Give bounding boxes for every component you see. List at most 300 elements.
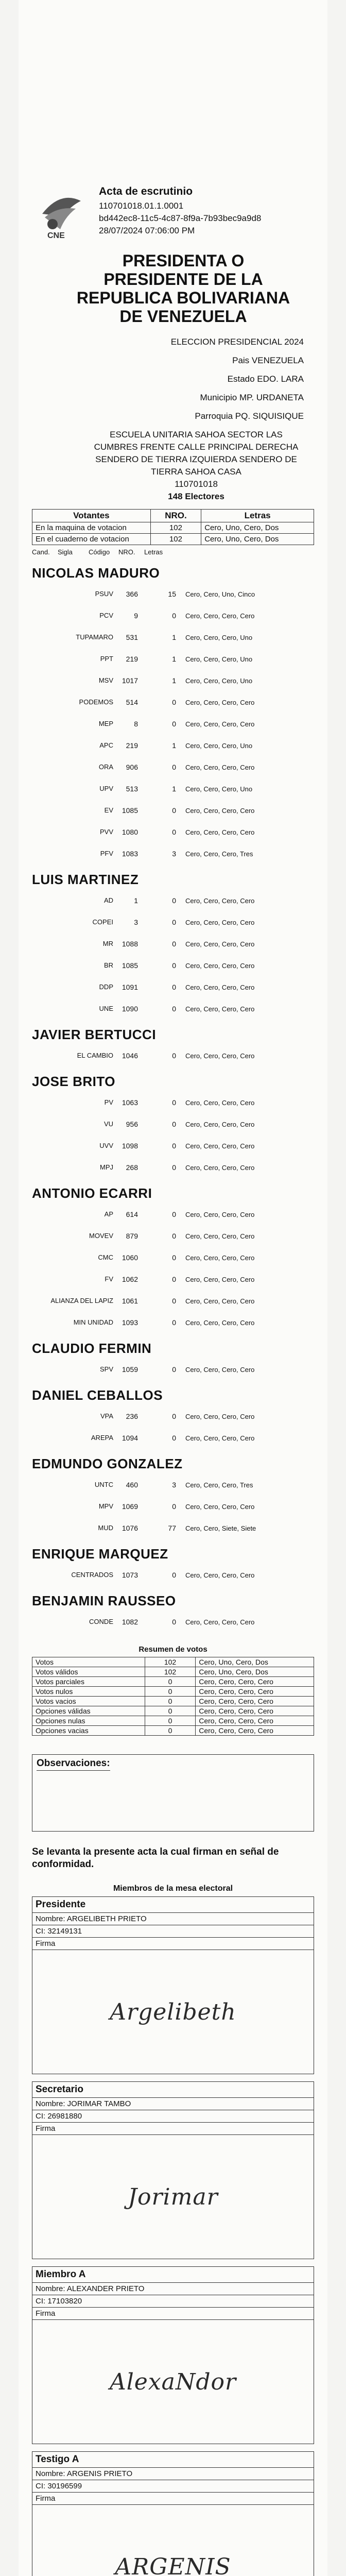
party-letters: Cero, Cero, Cero, Cero	[185, 612, 255, 620]
handwritten-signature: AlexaNdor	[109, 2368, 237, 2395]
party-votes: 0	[172, 1318, 176, 1327]
party-votes: 0	[172, 1618, 176, 1626]
results-column-header	[32, 545, 314, 558]
party-row	[32, 583, 314, 605]
party-votes: 15	[168, 590, 176, 598]
party-code: 1083	[122, 850, 138, 858]
party-letters: Cero, Cero, Cero, Tres	[185, 1481, 253, 1489]
party-sigla: COPEI	[92, 918, 113, 926]
party-letters: Cero, Cero, Cero, Cero	[185, 1434, 255, 1442]
party-votes: 0	[172, 612, 176, 620]
party-row	[32, 670, 314, 691]
table-row	[32, 1716, 314, 1726]
party-code: 1017	[122, 676, 138, 685]
school-code: 110701018	[175, 479, 218, 489]
election-name: ELECCION PRESIDENCIAL 2024	[170, 337, 304, 347]
party-votes: 0	[172, 1210, 176, 1218]
candidate-name: LUIS MARTINEZ	[32, 872, 139, 887]
party-row	[32, 998, 314, 1020]
party-row	[32, 1268, 314, 1290]
member-role: Miembro A	[32, 2267, 314, 2283]
party-letters: Cero, Cero, Cero, Cero	[185, 961, 255, 970]
party-votes: 0	[172, 961, 176, 970]
party-letters: Cero, Cero, Cero, Cero	[185, 1318, 255, 1327]
party-letters: Cero, Cero, Siete, Siete	[185, 1524, 256, 1532]
member-name: Nombre: ALEXANDER PRIETO	[32, 2283, 314, 2295]
votantes-letras: Cero, Uno, Cero, Dos	[201, 522, 314, 534]
location-block	[32, 336, 314, 422]
table-row	[32, 1667, 314, 1677]
member-box	[32, 2451, 314, 2576]
party-code: 1062	[122, 1275, 138, 1283]
party-votes: 0	[172, 940, 176, 948]
party-votes: 77	[168, 1524, 176, 1532]
votantes-nro: 102	[150, 534, 201, 545]
party-sigla: AD	[103, 896, 113, 904]
member-ci: CI: 32149131	[32, 1925, 314, 1938]
party-row	[32, 1359, 314, 1380]
party-letters: Cero, Cero, Cero, Tres	[185, 850, 253, 858]
member-role: Secretario	[32, 2082, 314, 2098]
svg-text:CNE: CNE	[47, 231, 65, 240]
candidate-name: BENJAMIN RAUSSEO	[32, 1593, 176, 1608]
party-row	[32, 821, 314, 843]
party-letters: Cero, Cero, Cero, Cero	[185, 1253, 255, 1262]
party-letters: Cero, Cero, Cero, Cero	[185, 983, 255, 991]
party-row	[32, 1427, 314, 1449]
party-sigla: MIN UNIDAD	[73, 1318, 113, 1326]
party-row	[32, 800, 314, 821]
party-code: 8	[134, 720, 138, 728]
party-letters: Cero, Cero, Cero, Uno	[185, 741, 253, 750]
party-row	[32, 1611, 314, 1633]
party-votes: 0	[172, 918, 176, 926]
col-sigla: Sigla	[58, 548, 73, 556]
party-sigla: SPV	[99, 1365, 113, 1373]
party-row	[32, 605, 314, 626]
acta-header	[32, 185, 314, 242]
party-sigla: MOVEV	[89, 1232, 113, 1240]
party-code: 219	[126, 741, 138, 750]
table-row	[32, 1657, 314, 1667]
col-nro: NRO.	[118, 548, 135, 556]
resumen-nro: 0	[145, 1726, 195, 1736]
signature-area	[32, 2504, 314, 2576]
col-codigo: Código	[89, 548, 110, 556]
party-row	[32, 756, 314, 778]
candidates-list	[32, 565, 314, 1633]
party-sigla: PPT	[100, 655, 113, 663]
resumen-letras: Cero, Uno, Cero, Dos	[196, 1667, 314, 1677]
party-sigla: CENTRADOS	[71, 1571, 113, 1579]
party-sigla: TUPAMARO	[76, 633, 113, 641]
party-letters: Cero, Cero, Cero, Cero	[185, 720, 255, 728]
party-code: 1093	[122, 1318, 138, 1327]
acta-title: Acta de escrutinio	[99, 185, 193, 197]
resumen-letras: Cero, Cero, Cero, Cero	[196, 1697, 314, 1706]
party-votes: 1	[172, 633, 176, 641]
party-code: 514	[126, 698, 138, 706]
party-row	[32, 1092, 314, 1113]
party-votes: 0	[172, 1297, 176, 1305]
resumen-label: Opciones válidas	[32, 1706, 145, 1716]
votantes-header: Votantes	[32, 510, 151, 522]
letras-header: Letras	[201, 510, 314, 522]
resumen-label: Votos nulos	[32, 1687, 145, 1697]
resumen-label: Votos parciales	[32, 1677, 145, 1687]
party-row	[32, 890, 314, 911]
member-name: Nombre: ARGENIS PRIETO	[32, 2468, 314, 2480]
party-votes: 0	[172, 1098, 176, 1107]
resumen-label: Votos	[32, 1657, 145, 1667]
party-row	[32, 1474, 314, 1496]
resumen-nro: 102	[145, 1667, 195, 1677]
votantes-table	[32, 509, 314, 545]
party-code: 1059	[122, 1365, 138, 1374]
party-code: 1061	[122, 1297, 138, 1305]
party-letters: Cero, Cero, Cero, Cero	[185, 1098, 255, 1107]
party-code: 1094	[122, 1434, 138, 1442]
location-municipio: Municipio MP. URDANETA	[200, 393, 304, 402]
party-letters: Cero, Cero, Cero, Cero	[185, 1232, 255, 1240]
votantes-label: En la maquina de votacion	[32, 522, 151, 534]
party-code: 513	[126, 785, 138, 793]
handwritten-signature: ARGENIS	[115, 2553, 231, 2576]
party-row	[32, 1045, 314, 1066]
resumen-letras: Cero, Cero, Cero, Cero	[196, 1706, 314, 1716]
party-votes: 0	[172, 983, 176, 991]
party-sigla: FV	[105, 1275, 113, 1283]
nro-header: NRO.	[150, 510, 201, 522]
party-letters: Cero, Cero, Cero, Uno	[185, 785, 253, 793]
party-sigla: BR	[103, 961, 113, 969]
party-sigla: UNE	[99, 1005, 113, 1012]
school-block	[32, 429, 314, 503]
members-title: Miembros de la mesa electoral	[113, 1884, 233, 1893]
party-sigla: VU	[103, 1120, 113, 1128]
candidate-name: DANIEL CEBALLOS	[32, 1387, 163, 1403]
party-sigla: APC	[99, 741, 113, 749]
resumen-letras: Cero, Cero, Cero, Cero	[196, 1687, 314, 1697]
resumen-letras: Cero, Cero, Cero, Cero	[196, 1716, 314, 1726]
party-sigla: MR	[102, 940, 113, 947]
resumen-label: Votos vacios	[32, 1697, 145, 1706]
party-letters: Cero, Cero, Cero, Cero	[185, 1618, 255, 1626]
member-box	[32, 2081, 314, 2259]
resumen-nro: 0	[145, 1706, 195, 1716]
party-letters: Cero, Cero, Cero, Cero	[185, 1502, 255, 1511]
party-code: 1098	[122, 1142, 138, 1150]
party-row	[32, 713, 314, 735]
table-row	[32, 1677, 314, 1687]
party-votes: 0	[172, 1365, 176, 1374]
party-sigla: AREPA	[91, 1434, 113, 1442]
party-votes: 3	[172, 850, 176, 858]
party-sigla: MPV	[98, 1502, 113, 1510]
col-letras: Letras	[144, 548, 163, 556]
party-row	[32, 735, 314, 756]
party-code: 9	[134, 612, 138, 620]
party-letters: Cero, Cero, Cero, Cero	[185, 1120, 255, 1128]
party-row	[32, 648, 314, 670]
party-sigla: ORA	[98, 763, 113, 771]
party-sigla: AP	[104, 1210, 113, 1218]
resumen-nro: 102	[145, 1657, 195, 1667]
party-code: 906	[126, 763, 138, 771]
party-code: 460	[126, 1481, 138, 1489]
party-votes: 0	[172, 1120, 176, 1128]
party-votes: 0	[172, 1571, 176, 1579]
handwritten-signature: Jorimar	[128, 2183, 218, 2210]
candidate-name: ANTONIO ECARRI	[32, 1185, 152, 1201]
party-votes: 0	[172, 1005, 176, 1013]
party-code: 614	[126, 1210, 138, 1218]
party-row	[32, 626, 314, 648]
party-votes: 1	[172, 655, 176, 663]
party-sigla: MEP	[98, 720, 113, 727]
member-firma-label: Firma	[36, 2494, 56, 2503]
party-code: 1088	[122, 940, 138, 948]
party-row	[32, 911, 314, 933]
party-votes: 0	[172, 806, 176, 815]
party-row	[32, 1290, 314, 1312]
party-votes: 1	[172, 676, 176, 685]
member-role: Presidente	[32, 1897, 314, 1913]
candidate-name: EDMUNDO GONZALEZ	[32, 1456, 183, 1471]
resumen-label: Opciones vacias	[32, 1726, 145, 1736]
table-row	[32, 522, 314, 534]
election-title: PRESIDENTA O PRESIDENTE DE LA REPUBLICA BOLIVARIANA DE VENEZUELA	[76, 251, 290, 326]
party-votes: 0	[172, 763, 176, 771]
party-letters: Cero, Cero, Cero, Cero	[185, 698, 255, 706]
members-list	[32, 1896, 314, 2576]
member-ci: CI: 26981880	[32, 2110, 314, 2123]
col-cand: Cand.	[32, 548, 50, 556]
signature-area	[32, 1950, 314, 2074]
party-votes: 0	[172, 1163, 176, 1172]
party-votes: 0	[172, 1434, 176, 1442]
votantes-header-row	[32, 510, 314, 522]
party-votes: 0	[172, 1253, 176, 1262]
party-votes: 0	[172, 896, 176, 905]
party-letters: Cero, Cero, Cero, Cero	[185, 1163, 255, 1172]
party-code: 1076	[122, 1524, 138, 1532]
party-code: 219	[126, 655, 138, 663]
resumen-nro: 0	[145, 1677, 195, 1687]
resumen-title: Resumen de votos	[139, 1645, 207, 1654]
party-letters: Cero, Cero, Cero, Cero	[185, 763, 255, 771]
party-sigla: CONDE	[89, 1618, 113, 1625]
party-code: 268	[126, 1163, 138, 1172]
member-name: Nombre: JORIMAR TAMBO	[32, 2098, 314, 2110]
party-votes: 0	[172, 1412, 176, 1420]
party-sigla: MSV	[98, 676, 113, 684]
party-letters: Cero, Cero, Cero, Cero	[185, 896, 255, 905]
signature-area	[32, 2134, 314, 2259]
party-letters: Cero, Cero, Cero, Cero	[185, 1210, 255, 1218]
party-code: 1085	[122, 806, 138, 815]
party-letters: Cero, Cero, Cero, Cero	[185, 1365, 255, 1374]
party-letters: Cero, Cero, Cero, Uno	[185, 655, 253, 663]
party-sigla: DDP	[99, 983, 113, 991]
party-letters: Cero, Cero, Cero, Cero	[185, 806, 255, 815]
party-sigla: UNTC	[94, 1481, 113, 1488]
votantes-label: En el cuaderno de votacion	[32, 534, 151, 545]
candidate-name: JOSE BRITO	[32, 1074, 116, 1089]
party-sigla: PVV	[99, 828, 113, 836]
party-code: 1	[134, 896, 138, 905]
sign-note: Se levanta la presente acta la cual firman en señal de conformidad.	[32, 1846, 279, 1870]
acta-datetime: 28/07/2024 07:06:00 PM	[99, 226, 195, 235]
party-row	[32, 1135, 314, 1157]
party-row	[32, 1405, 314, 1427]
party-row	[32, 1517, 314, 1539]
party-code: 366	[126, 590, 138, 598]
candidate-name: JAVIER BERTUCCI	[32, 1027, 157, 1042]
party-sigla: EV	[104, 806, 113, 814]
party-sigla: PODEMOS	[79, 698, 113, 706]
party-code: 1063	[122, 1098, 138, 1107]
party-letters: Cero, Cero, Cero, Cero	[185, 1297, 255, 1305]
party-row	[32, 955, 314, 976]
party-letters: Cero, Cero, Cero, Cero	[185, 1412, 255, 1420]
electores-count: 148 Electores	[168, 492, 224, 501]
party-votes: 1	[172, 741, 176, 750]
party-sigla: EL CAMBIO	[77, 1052, 113, 1059]
party-sigla: PCV	[99, 612, 113, 619]
party-votes: 3	[172, 1481, 176, 1489]
party-letters: Cero, Cero, Cero, Cero	[185, 918, 255, 926]
table-row	[32, 1687, 314, 1697]
table-row	[32, 1726, 314, 1736]
party-sigla: VPA	[100, 1412, 113, 1420]
party-letters: Cero, Cero, Uno, Cinco	[185, 590, 255, 598]
party-sigla: PSUV	[95, 590, 113, 598]
party-letters: Cero, Cero, Cero, Cero	[185, 828, 255, 836]
party-code: 1046	[122, 1052, 138, 1060]
member-firma-label: Firma	[36, 2309, 56, 2318]
party-row	[32, 1247, 314, 1268]
acta-code: 110701018.01.1.0001	[99, 201, 184, 211]
resumen-letras: Cero, Cero, Cero, Cero	[196, 1677, 314, 1687]
party-letters: Cero, Cero, Cero, Cero	[185, 1005, 255, 1013]
observaciones-box	[32, 1754, 314, 1832]
resumen-table	[32, 1657, 314, 1736]
location-pais: Pais VENEZUELA	[232, 355, 304, 365]
party-letters: Cero, Cero, Cero, Cero	[185, 1052, 255, 1060]
party-sigla: MPJ	[100, 1163, 113, 1171]
party-row	[32, 933, 314, 955]
party-code: 956	[126, 1120, 138, 1128]
party-letters: Cero, Cero, Cero, Cero	[185, 1571, 255, 1579]
handwritten-signature: Argelibeth	[110, 1998, 236, 2025]
party-sigla: PV	[104, 1098, 113, 1106]
table-row	[32, 534, 314, 545]
party-votes: 0	[172, 1275, 176, 1283]
party-row	[32, 1204, 314, 1225]
party-row	[32, 1312, 314, 1333]
member-ci: CI: 17103820	[32, 2295, 314, 2308]
party-votes: 0	[172, 698, 176, 706]
votantes-nro: 102	[150, 522, 201, 534]
member-box	[32, 2266, 314, 2444]
candidate-name: NICOLAS MADURO	[32, 565, 160, 581]
party-code: 1085	[122, 961, 138, 970]
resumen-nro: 0	[145, 1697, 195, 1706]
party-letters: Cero, Cero, Cero, Uno	[185, 633, 253, 641]
member-role: Testigo A	[32, 2452, 314, 2468]
member-firma-label: Firma	[36, 1939, 56, 1948]
party-code: 236	[126, 1412, 138, 1420]
party-code: 531	[126, 633, 138, 641]
party-row	[32, 1157, 314, 1178]
acta-receipt	[19, 0, 327, 2576]
resumen-nro: 0	[145, 1687, 195, 1697]
school-name: ESCUELA UNITARIA SAHOA SECTOR LAS CUMBRES FRENTE CALLE PRINCIPAL DERECHA SENDERO DE TIERRA IZQUIERDA SENDERO DE TIERRA SAHOA CASA	[94, 430, 299, 477]
party-row	[32, 1225, 314, 1247]
party-code: 1060	[122, 1253, 138, 1262]
party-row	[32, 1564, 314, 1586]
party-row	[32, 1496, 314, 1517]
party-votes: 0	[172, 828, 176, 836]
party-sigla: MUD	[98, 1524, 113, 1532]
party-votes: 0	[172, 1052, 176, 1060]
signature-area	[32, 2319, 314, 2444]
resumen-label: Votos válidos	[32, 1667, 145, 1677]
party-sigla: CMC	[98, 1253, 113, 1261]
party-letters: Cero, Cero, Cero, Uno	[185, 676, 253, 685]
party-code: 879	[126, 1232, 138, 1240]
party-row	[32, 1113, 314, 1135]
party-row	[32, 778, 314, 800]
location-estado: Estado EDO. LARA	[227, 374, 304, 384]
party-votes: 0	[172, 1142, 176, 1150]
party-sigla: UPV	[99, 785, 113, 792]
party-row	[32, 976, 314, 998]
location-parroquia: Parroquia PQ. SIQUISIQUE	[195, 411, 304, 421]
party-letters: Cero, Cero, Cero, Cero	[185, 1275, 255, 1283]
party-code: 1069	[122, 1502, 138, 1511]
party-votes: 1	[172, 785, 176, 793]
party-sigla: PFV	[100, 850, 113, 857]
member-firma-label: Firma	[36, 2124, 56, 2133]
table-row	[32, 1706, 314, 1716]
member-ci: CI: 30196599	[32, 2480, 314, 2493]
candidate-name: ENRIQUE MARQUEZ	[32, 1546, 168, 1562]
party-code: 1091	[122, 983, 138, 991]
party-letters: Cero, Cero, Cero, Cero	[185, 1142, 255, 1150]
member-box	[32, 1896, 314, 2074]
acta-hash: bd442ec8-11c5-4c87-8f9a-7b93bec9a9d8	[99, 213, 262, 223]
party-code: 1082	[122, 1618, 138, 1626]
votantes-letras: Cero, Uno, Cero, Dos	[201, 534, 314, 545]
party-code: 1080	[122, 828, 138, 836]
party-sigla: ALIANZA DEL LAPIZ	[50, 1297, 113, 1304]
party-votes: 0	[172, 1232, 176, 1240]
acta-info	[99, 185, 314, 237]
observaciones-label: Observaciones:	[37, 1758, 110, 1771]
cne-logo-icon	[32, 185, 89, 242]
party-row	[32, 843, 314, 865]
resumen-letras: Cero, Cero, Cero, Cero	[196, 1726, 314, 1736]
party-sigla: UVV	[99, 1142, 113, 1149]
party-row	[32, 691, 314, 713]
party-votes: 0	[172, 720, 176, 728]
party-code: 3	[134, 918, 138, 926]
resumen-letras: Cero, Uno, Cero, Dos	[196, 1657, 314, 1667]
member-name: Nombre: ARGELIBETH PRIETO	[32, 1913, 314, 1925]
table-row	[32, 1697, 314, 1706]
